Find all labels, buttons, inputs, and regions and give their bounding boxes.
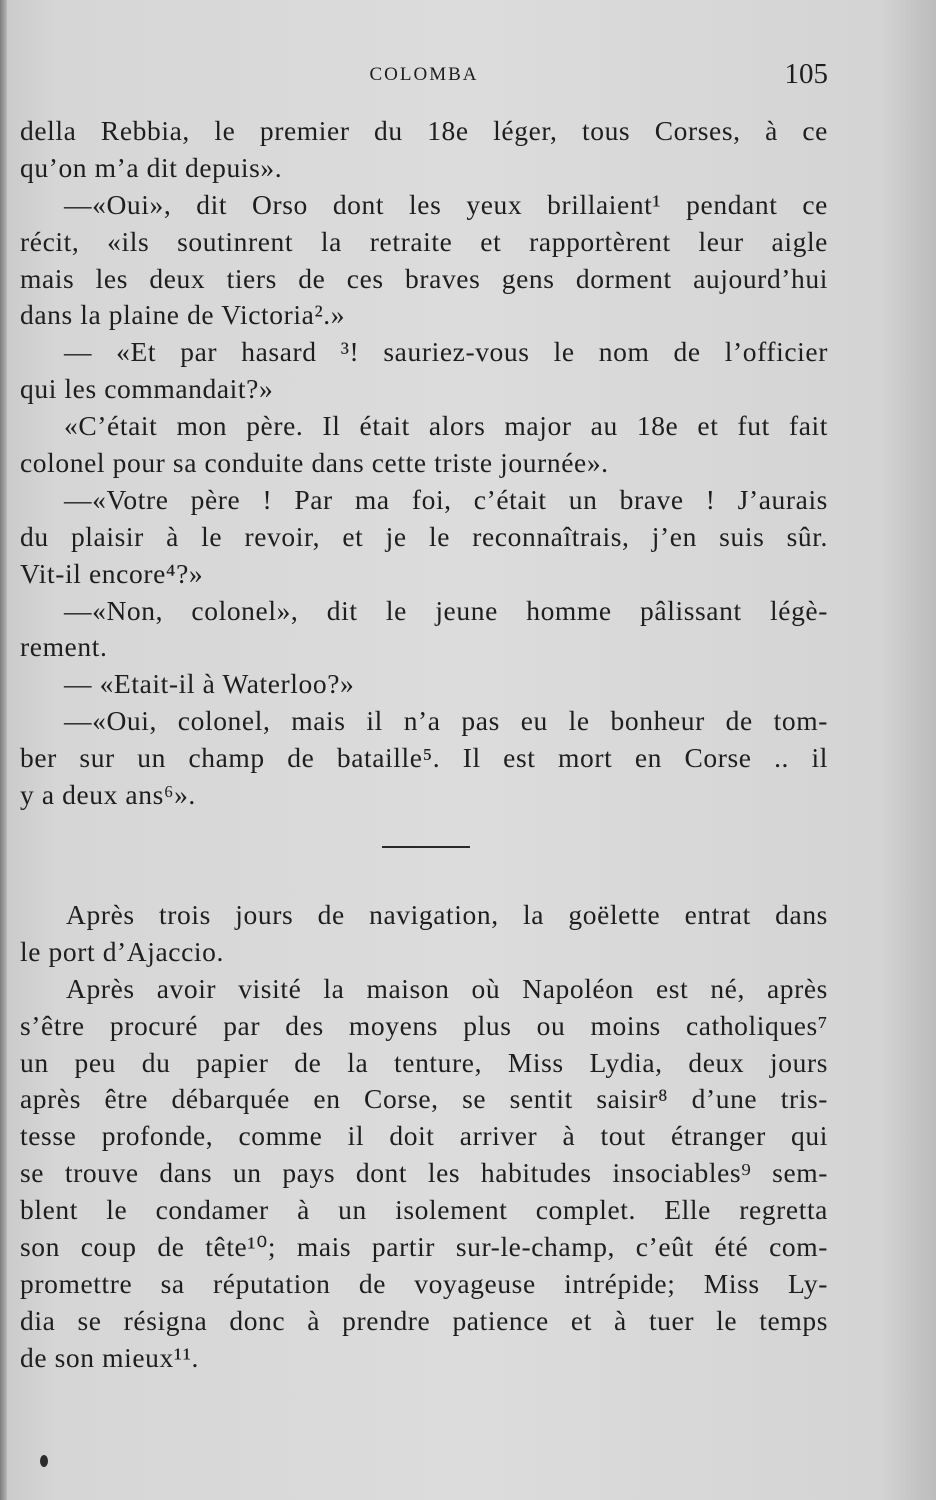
text-line: colonel pour sa conduite dans cette triste journée».: [20, 447, 609, 479]
text-line: mais les deux tiers de ces braves gens dorment aujourd’hui: [20, 262, 828, 294]
narrative-section: [20, 897, 828, 1377]
text-line: récit, «ils soutinrent la retraite et rapportèrent leur aigle: [20, 225, 828, 257]
text-line: Après trois jours de navigation, la goëlette entrat dans: [66, 899, 828, 930]
ink-speck-icon: [38, 1453, 50, 1469]
text-line: dia se résigna donc à prendre patience et à tuer le temps: [20, 1304, 828, 1336]
dialogue-section: [20, 113, 828, 814]
text-line: «C’était mon père. Il était alors major au 18e et fut fait: [64, 410, 828, 442]
text-line: —«Votre père ! Par ma foi, c’était un brave ! J’aurais: [64, 483, 828, 515]
text-line: — «Et par hasard ³! sauriez-vous le nom de l’officier: [64, 336, 828, 368]
text-line: Vit-il encore⁴?»: [20, 557, 204, 589]
text-line: qui les commandait?»: [20, 373, 274, 405]
text-line: dans la plaine de Victoria².»: [20, 299, 346, 331]
text-line: de son mieux¹¹.: [20, 1341, 200, 1373]
page-number: 105: [784, 58, 828, 90]
text-line: ber sur un champ de bataille⁵. Il est mort en Corse .. il: [20, 742, 828, 774]
text-line: — «Etait-il à Waterloo?»: [64, 668, 355, 700]
text-line: y a deux ans⁶».: [20, 779, 196, 811]
text-line: della Rebbia, le premier du 18e léger, tous Corses, à ce: [20, 115, 828, 146]
text-line: —«Oui», dit Orso dont les yeux brillaient¹ pendant ce: [64, 188, 828, 220]
text-line: tesse profonde, comme il doit arriver à tout étranger qui: [20, 1120, 828, 1152]
text-line: Après avoir visité la maison où Napoléon est né, après: [66, 972, 828, 1004]
text-line: après être débarquée en Corse, se sentit saisir⁸ d’une tris-: [20, 1083, 828, 1115]
text-line: son coup de tête¹⁰; mais partir sur-le-champ, c’eût été com-: [20, 1231, 828, 1263]
text-line: un peu du papier de la tenture, Miss Lydia, deux jours: [20, 1046, 828, 1078]
page-header: [20, 58, 828, 94]
text-line: se trouve dans un pays dont les habitudes insociables⁹ sem-: [20, 1157, 828, 1189]
text-line: —«Oui, colonel, mais il n’a pas eu le bonheur de tom-: [64, 705, 828, 737]
text-line: s’être procuré par des moyens plus ou moins catholiques⁷: [20, 1009, 828, 1041]
text-line: du plaisir à le revoir, et je le reconnaîtrais, j’en suis sûr.: [20, 520, 828, 552]
text-line: le port d’Ajaccio.: [20, 935, 224, 967]
text-line: qu’on m’a dit depuis».: [20, 151, 283, 183]
text-line: blent le condamer à un isolement complet. Elle regretta: [20, 1194, 828, 1226]
text-line: —«Non, colonel», dit le jeune homme pâlissant légè-: [64, 594, 828, 626]
page-spine-shadow: [0, 0, 7, 1500]
running-title: COLOMBA: [369, 64, 479, 85]
text-line: promettre sa réputation de voyageuse intrépide; Miss Ly-: [20, 1267, 828, 1299]
text-line: rement.: [20, 631, 108, 663]
section-divider: [382, 846, 470, 848]
